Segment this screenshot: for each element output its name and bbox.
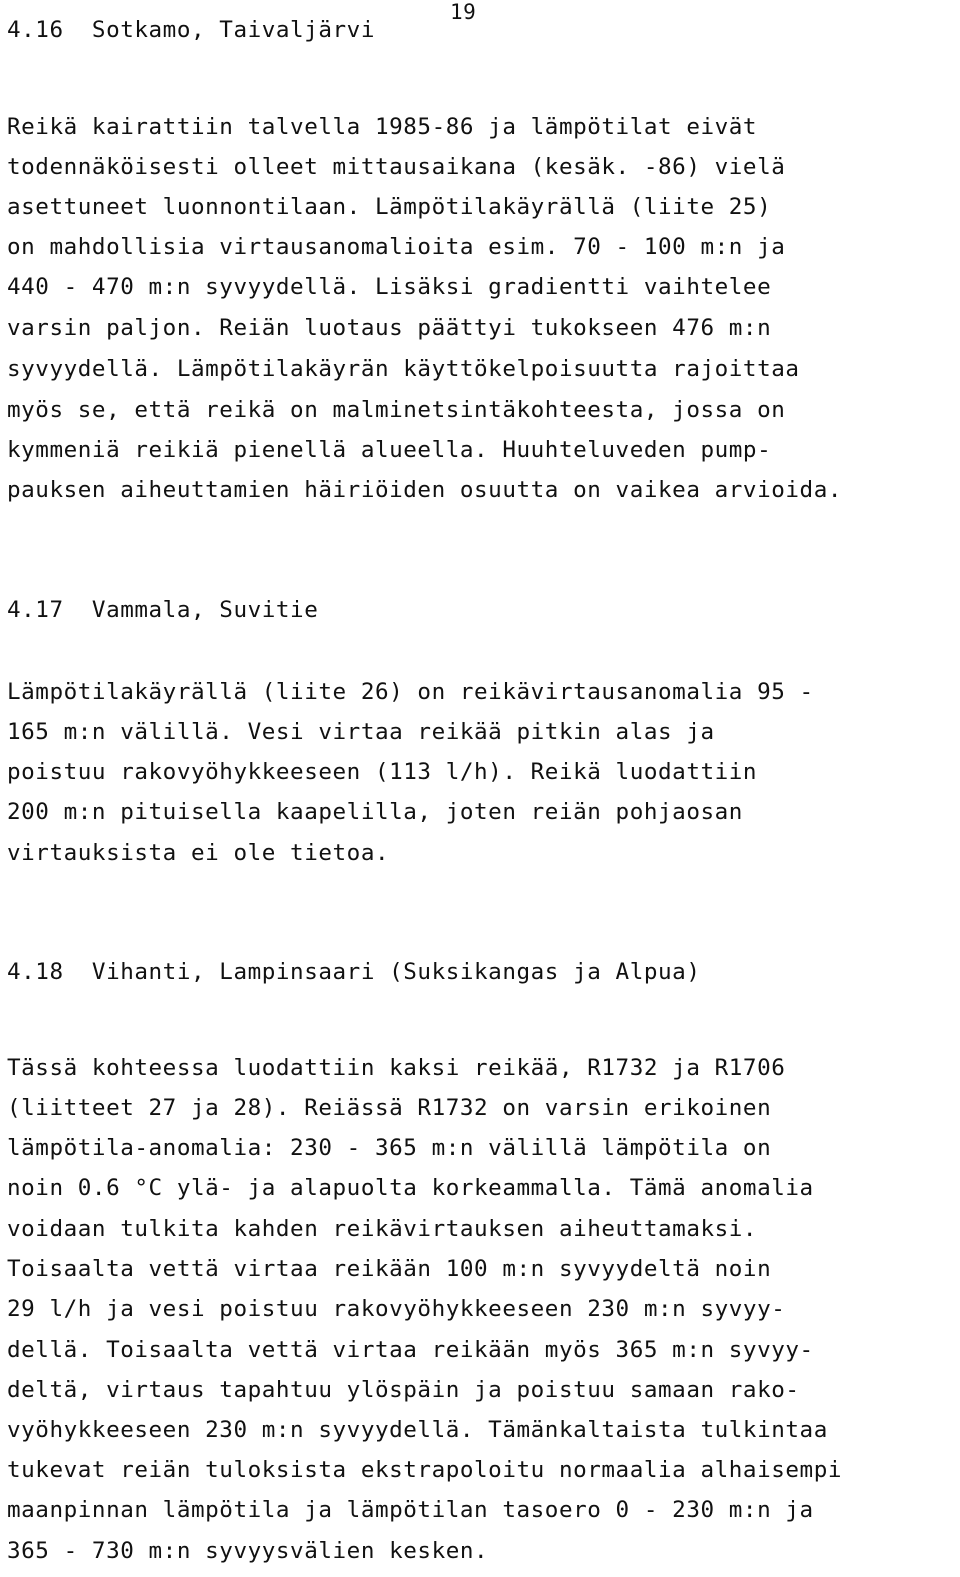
paragraph-line: 440 - 470 m:n syvyydellä. Lisäksi gradientti vaihtelee: [7, 274, 772, 300]
paragraph-line: Toisaalta vettä virtaa reikään 100 m:n syvyydeltä noin: [7, 1256, 772, 1282]
paragraph-line: virtauksista ei ole tietoa.: [7, 840, 390, 866]
paragraph-line: Tässä kohteessa luodattiin kaksi reikää, R1732 ja R1706: [7, 1055, 786, 1081]
paragraph-line: vyöhykkeeseen 230 m:n syvyydellä. Tämänkaltaista tulkintaa: [7, 1417, 828, 1443]
paragraph-line: kymmeniä reikiä pienellä alueella. Huuhteluveden pump-: [7, 437, 772, 463]
paragraph-line: on mahdollisia virtausanomalioita esim. 70 - 100 m:n ja: [7, 234, 786, 260]
section-heading-4-16: 4.16 Sotkamo, Taivaljärvi: [7, 17, 375, 43]
paragraph-line: syvyydellä. Lämpötilakäyrän käyttökelpoisuutta rajoittaa: [7, 356, 800, 382]
paragraph-line: dellä. Toisaalta vettä virtaa reikään myös 365 m:n syvyy-: [7, 1337, 814, 1363]
paragraph-line: 29 l/h ja vesi poistuu rakovyöhykkeeseen 230 m:n syvyy-: [7, 1296, 786, 1322]
paragraph-line: 165 m:n välillä. Vesi virtaa reikää pitkin alas ja: [7, 719, 715, 745]
paragraph-line: 200 m:n pituisella kaapelilla, joten reiän pohjaosan: [7, 799, 743, 825]
paragraph-line: tukevat reiän tuloksista ekstrapoloitu normaalia alhaisempi: [7, 1457, 843, 1483]
paragraph-line: poistuu rakovyöhykkeeseen (113 l/h). Reikä luodattiin: [7, 759, 758, 785]
paragraph-line: myös se, että reikä on malminetsintäkohteesta, jossa on: [7, 397, 786, 423]
paragraph-line: todennäköisesti olleet mittausaikana (kesäk. -86) vielä: [7, 154, 786, 180]
paragraph-line: 365 - 730 m:n syvyysvälien kesken.: [7, 1538, 489, 1564]
section-heading-4-17: 4.17 Vammala, Suvitie: [7, 597, 319, 623]
paragraph-line: noin 0.6 °C ylä- ja alapuolta korkeammalla. Tämä anomalia: [7, 1175, 814, 1201]
paragraph-line: voidaan tulkita kahden reikävirtauksen aiheuttamaksi.: [7, 1216, 758, 1242]
paragraph-line: pauksen aiheuttamien häiriöiden osuutta on vaikea arvioida.: [7, 477, 843, 503]
paragraph-line: (liitteet 27 ja 28). Reiässä R1732 on varsin erikoinen: [7, 1095, 772, 1121]
paragraph-line: maanpinnan lämpötila ja lämpötilan tasoero 0 - 230 m:n ja: [7, 1497, 814, 1523]
paragraph-line: varsin paljon. Reiän luotaus päättyi tukokseen 476 m:n: [7, 315, 772, 341]
paragraph-line: Reikä kairattiin talvella 1985-86 ja lämpötilat eivät: [7, 114, 758, 140]
paragraph-line: deltä, virtaus tapahtuu ylöspäin ja poistuu samaan rako-: [7, 1377, 800, 1403]
page-number: 19: [450, 0, 477, 24]
paragraph-line: Lämpötilakäyrällä (liite 26) on reikävirtausanomalia 95 -: [7, 679, 814, 705]
section-heading-4-18: 4.18 Vihanti, Lampinsaari (Suksikangas ja Alpua): [7, 959, 701, 985]
paragraph-line: asettuneet luonnontilaan. Lämpötilakäyrällä (liite 25): [7, 194, 772, 220]
paragraph-line: lämpötila-anomalia: 230 - 365 m:n välillä lämpötila on: [7, 1135, 772, 1161]
